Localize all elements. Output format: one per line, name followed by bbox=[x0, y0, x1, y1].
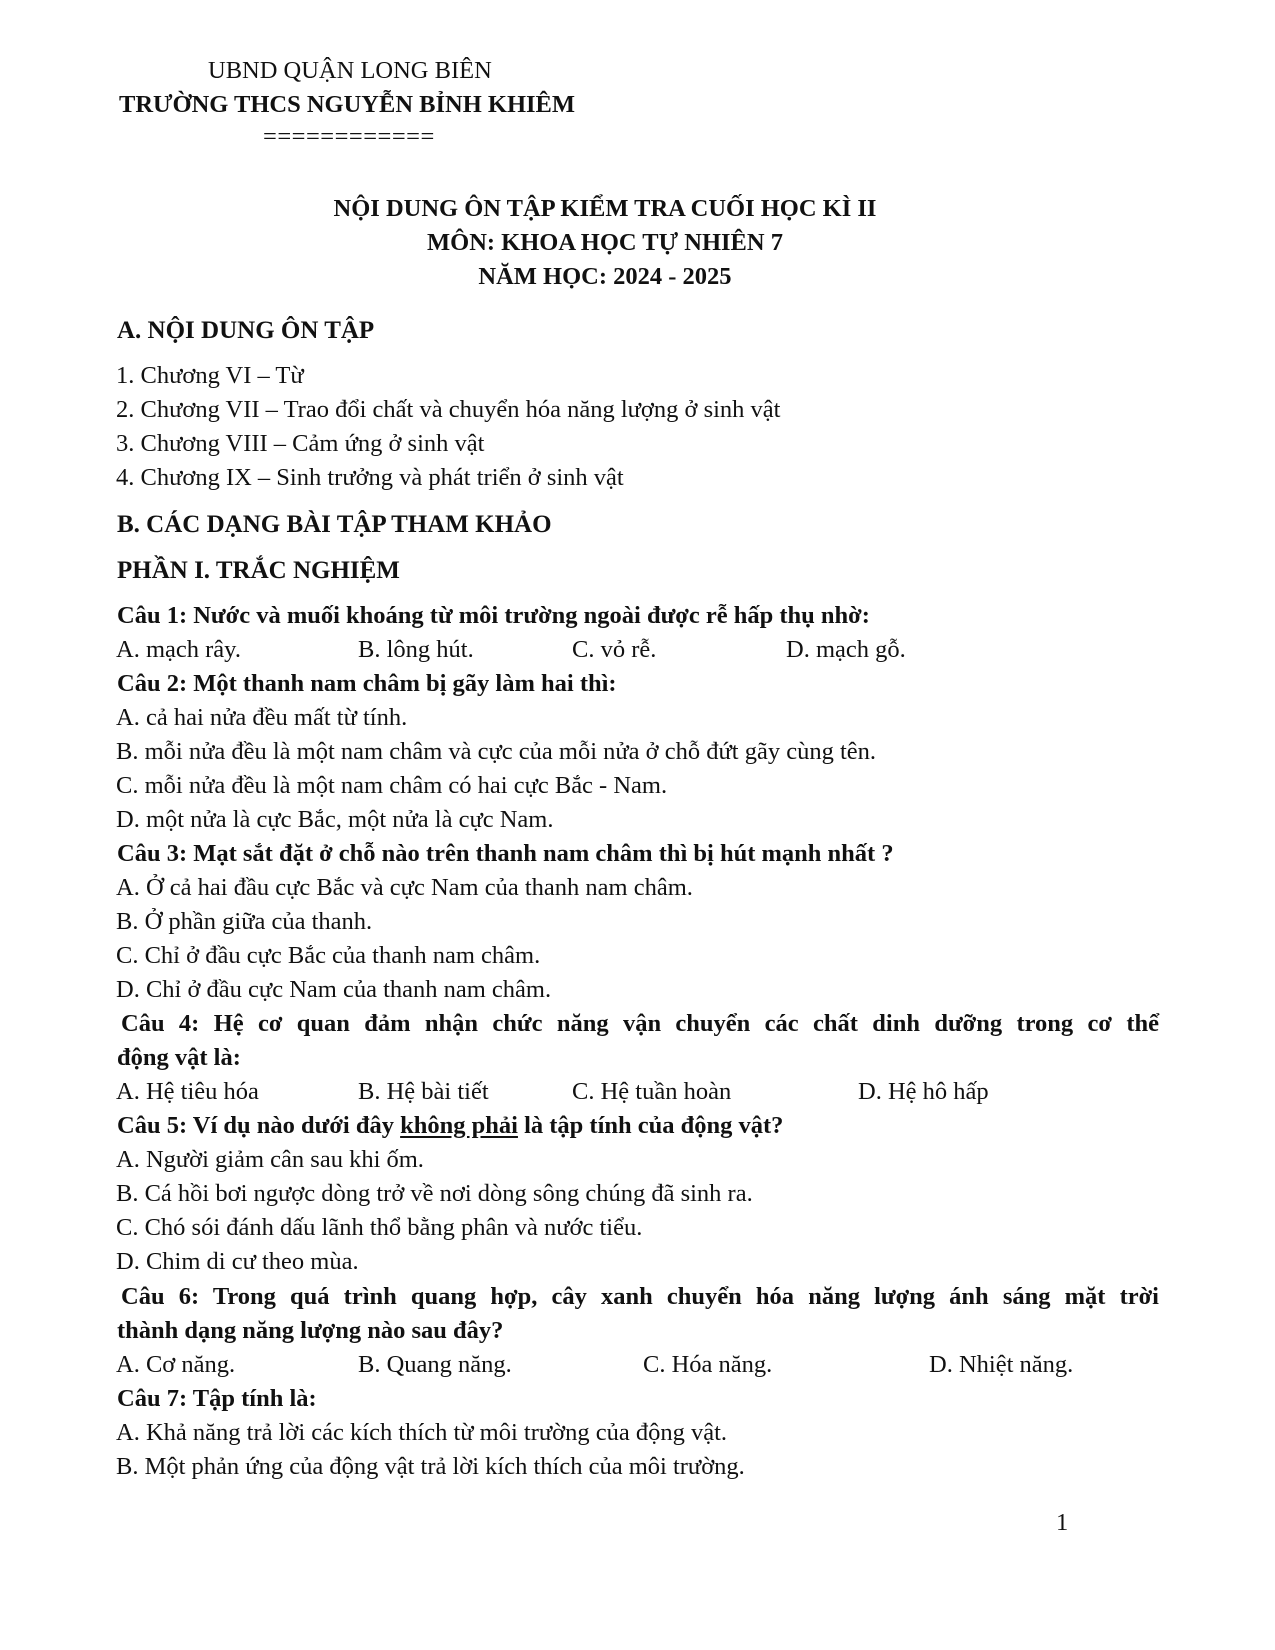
question-4-option-a: A. Hệ tiêu hóa bbox=[116, 1078, 259, 1105]
section-b-heading: B. CÁC DẠNG BÀI TẬP THAM KHẢO bbox=[117, 511, 552, 538]
question-5 bbox=[117, 1113, 783, 1140]
question-5-emphasis: không phải bbox=[400, 1112, 518, 1139]
question-5-option-c: C. Chó sói đánh dấu lãnh thổ bằng phân và nước tiểu. bbox=[116, 1214, 643, 1241]
question-4-option-b: B. Hệ bài tiết bbox=[358, 1078, 489, 1105]
question-6: Câu 6: Trong quá trình quang hợp, cây xanh chuyển hóa năng lượng ánh sáng mặt trời bbox=[121, 1283, 1159, 1310]
question-5-text-start: Câu 5: Ví dụ nào dưới đây bbox=[117, 1112, 401, 1139]
question-6-continued: thành dạng năng lượng nào sau đây? bbox=[117, 1317, 504, 1344]
question-5-option-d: D. Chim di cư theo mùa. bbox=[116, 1248, 359, 1275]
school-year: NĂM HỌC: 2024 - 2025 bbox=[478, 263, 732, 290]
document-title: NỘI DUNG ÔN TẬP KIỂM TRA CUỐI HỌC KÌ II bbox=[333, 195, 877, 222]
school-name: TRƯỜNG THCS NGUYỄN BỈNH KHIÊM bbox=[119, 91, 576, 118]
question-4-option-c: C. Hệ tuần hoàn bbox=[572, 1078, 732, 1105]
question-3-option-a: A. Ở cả hai đầu cực Bắc và cực Nam của thanh nam châm. bbox=[116, 874, 693, 901]
question-2: Câu 2: Một thanh nam châm bị gãy làm hai thì: bbox=[117, 670, 617, 697]
question-6-option-a: A. Cơ năng. bbox=[116, 1351, 236, 1378]
question-6-option-c: C. Hóa năng. bbox=[643, 1351, 773, 1378]
question-5-option-a: A. Người giảm cân sau khi ốm. bbox=[116, 1146, 424, 1173]
question-4: Câu 4: Hệ cơ quan đảm nhận chức năng vận chuyển các chất dinh dưỡng trong cơ thể bbox=[121, 1010, 1159, 1037]
question-3-option-c: C. Chỉ ở đầu cực Bắc của thanh nam châm. bbox=[116, 942, 541, 969]
question-1-option-a: A. mạch rây. bbox=[116, 636, 241, 663]
question-7-option-b: B. Một phản ứng của động vật trả lời kích thích của môi trường. bbox=[116, 1453, 745, 1480]
header-divider: ============ bbox=[263, 123, 435, 150]
subject-title: MÔN: KHOA HỌC TỰ NHIÊN 7 bbox=[427, 229, 783, 256]
content-item: 1. Chương VI – Từ bbox=[116, 362, 304, 389]
question-1-option-c: C. vỏ rễ. bbox=[572, 636, 657, 663]
district-name: UBND QUẬN LONG BIÊN bbox=[208, 57, 492, 84]
question-2-option-d: D. một nửa là cực Bắc, một nửa là cực Nam. bbox=[116, 806, 554, 833]
section-a-heading: A. NỘI DUNG ÔN TẬP bbox=[117, 317, 375, 344]
part-1-heading: PHẦN I. TRẮC NGHIỆM bbox=[117, 557, 400, 584]
content-item: 4. Chương IX – Sinh trưởng và phát triển ở sinh vật bbox=[116, 464, 624, 491]
question-1: Câu 1: Nước và muối khoáng từ môi trường ngoài được rễ hấp thụ nhờ: bbox=[117, 602, 870, 629]
page-number: 1 bbox=[1056, 1509, 1069, 1536]
question-2-option-a: A. cả hai nửa đều mất từ tính. bbox=[116, 704, 408, 731]
question-2-option-c: C. mỗi nửa đều là một nam châm có hai cực Bắc - Nam. bbox=[116, 772, 668, 799]
content-item: 2. Chương VII – Trao đổi chất và chuyển hóa năng lượng ở sinh vật bbox=[116, 396, 781, 423]
question-1-option-d: D. mạch gỗ. bbox=[786, 636, 906, 663]
content-item: 3. Chương VIII – Cảm ứng ở sinh vật bbox=[116, 430, 485, 457]
question-3: Câu 3: Mạt sắt đặt ở chỗ nào trên thanh nam châm thì bị hút mạnh nhất ? bbox=[117, 840, 894, 867]
question-4-continued: động vật là: bbox=[117, 1044, 241, 1071]
question-3-option-d: D. Chỉ ở đầu cực Nam của thanh nam châm. bbox=[116, 976, 552, 1003]
question-6-option-d: D. Nhiệt năng. bbox=[929, 1351, 1074, 1378]
question-7-option-a: A. Khả năng trả lời các kích thích từ môi trường của động vật. bbox=[116, 1419, 728, 1446]
question-2-option-b: B. mỗi nửa đều là một nam châm và cực của mỗi nửa ở chỗ đứt gãy cùng tên. bbox=[116, 738, 877, 765]
question-3-option-b: B. Ở phần giữa của thanh. bbox=[116, 908, 373, 935]
question-4-option-d: D. Hệ hô hấp bbox=[858, 1078, 989, 1105]
question-1-option-b: B. lông hút. bbox=[358, 636, 474, 663]
question-5-option-b: B. Cá hồi bơi ngược dòng trở về nơi dòng sông chúng đã sinh ra. bbox=[116, 1180, 753, 1207]
question-5-text-end: là tập tính của động vật? bbox=[517, 1112, 784, 1139]
question-6-option-b: B. Quang năng. bbox=[358, 1351, 512, 1378]
question-7: Câu 7: Tập tính là: bbox=[117, 1385, 317, 1412]
